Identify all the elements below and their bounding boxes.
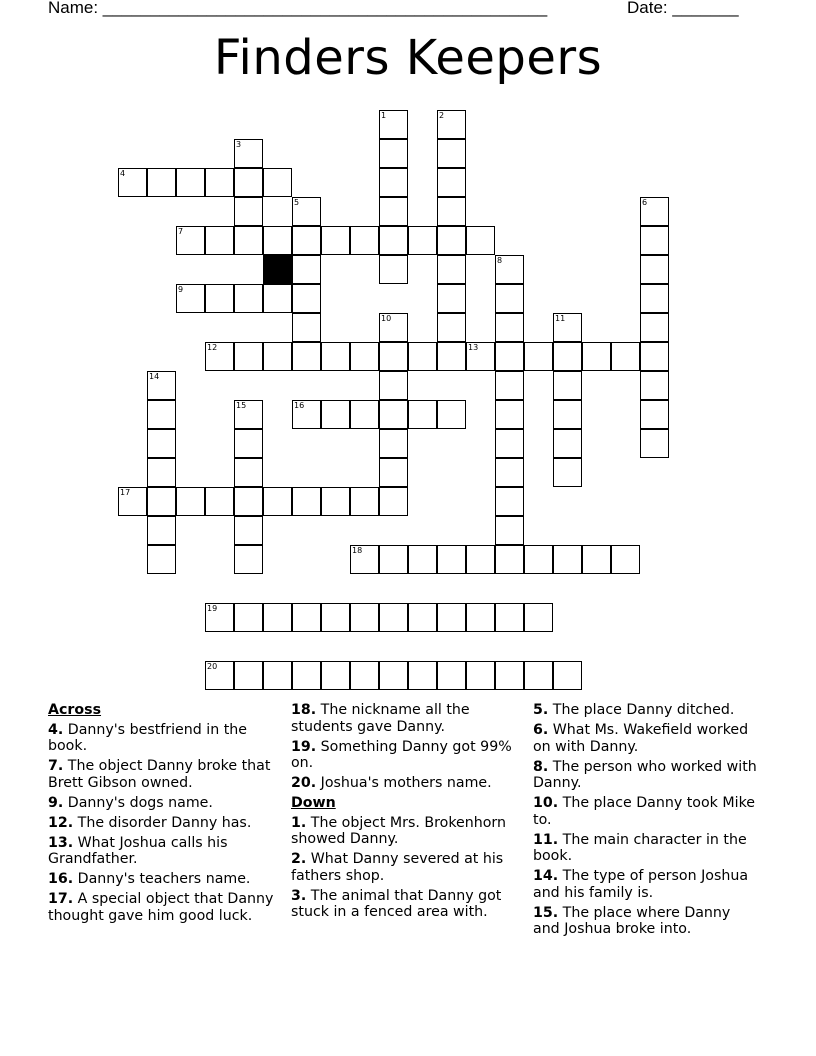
clue-item: 2. What Danny severed at his fathers shop. xyxy=(291,851,504,884)
grid-cell[interactable] xyxy=(495,458,524,487)
grid-cell[interactable] xyxy=(263,487,292,516)
grid-cell[interactable] xyxy=(553,661,582,690)
grid-cell[interactable] xyxy=(466,661,495,690)
grid-cell[interactable] xyxy=(176,487,205,516)
grid-cell[interactable] xyxy=(495,284,524,313)
clue-item: 10. The place Danny took Mike to. xyxy=(533,795,756,828)
across-heading: Across xyxy=(48,702,102,718)
clue-item: 18. The nickname all the students gave Danny. xyxy=(291,702,470,735)
grid-cell[interactable] xyxy=(234,487,263,516)
grid-cell[interactable] xyxy=(437,139,466,168)
grid-cell[interactable] xyxy=(379,371,408,400)
grid-cell[interactable] xyxy=(524,661,553,690)
grid-cell[interactable] xyxy=(495,313,524,342)
grid-cell[interactable] xyxy=(437,342,466,371)
grid-cell[interactable] xyxy=(379,313,408,342)
grid-cell[interactable] xyxy=(553,429,582,458)
grid-cell[interactable] xyxy=(437,197,466,226)
clue-number: 14 xyxy=(149,372,160,381)
grid-cell[interactable] xyxy=(176,168,205,197)
grid-cell[interactable] xyxy=(292,284,321,313)
grid-cell[interactable] xyxy=(408,661,437,690)
grid-cell[interactable] xyxy=(350,400,379,429)
clue-item: 19. Something Danny got 99% on. xyxy=(291,738,512,771)
grid-cell[interactable] xyxy=(640,400,669,429)
grid-cell[interactable] xyxy=(437,545,466,574)
shaded-cell xyxy=(263,255,292,284)
grid-cell[interactable] xyxy=(408,342,437,371)
grid-cell[interactable] xyxy=(495,487,524,516)
grid-cell[interactable] xyxy=(321,400,350,429)
grid-cell[interactable] xyxy=(176,284,205,313)
grid-cell[interactable] xyxy=(640,342,669,371)
clue-item: 9. Danny's dogs name. xyxy=(48,794,213,811)
name-field[interactable]: Name: _______________________________________________ xyxy=(48,0,548,17)
grid-cell[interactable] xyxy=(118,487,147,516)
grid-cell[interactable] xyxy=(234,516,263,545)
grid-cell[interactable] xyxy=(379,400,408,429)
grid-cell[interactable] xyxy=(437,110,466,139)
grid-cell[interactable] xyxy=(437,661,466,690)
grid-cell[interactable] xyxy=(379,487,408,516)
grid-cell[interactable] xyxy=(437,226,466,255)
grid-cell[interactable] xyxy=(640,371,669,400)
grid-cell[interactable] xyxy=(379,110,408,139)
grid-cell[interactable] xyxy=(553,400,582,429)
grid-cell[interactable] xyxy=(466,545,495,574)
grid-cell[interactable] xyxy=(611,342,640,371)
grid-cell[interactable] xyxy=(234,429,263,458)
grid-cell[interactable] xyxy=(350,487,379,516)
grid-cell[interactable] xyxy=(495,429,524,458)
grid-cell[interactable] xyxy=(640,197,669,226)
clue-number: 18 xyxy=(352,546,363,555)
grid-cell[interactable] xyxy=(147,458,176,487)
grid-cell[interactable] xyxy=(379,255,408,284)
clue-item: 17. A special object that Danny thought gave him good luck. xyxy=(48,891,274,924)
clue-number: 12 xyxy=(207,343,218,352)
grid-cell[interactable] xyxy=(495,400,524,429)
grid-cell[interactable] xyxy=(466,226,495,255)
clue-number: 2 xyxy=(439,111,445,120)
clue-number: 7 xyxy=(178,227,184,236)
grid-cell[interactable] xyxy=(437,400,466,429)
grid-cell[interactable] xyxy=(263,603,292,632)
grid-cell[interactable] xyxy=(408,400,437,429)
grid-cell[interactable] xyxy=(524,545,553,574)
grid-cell[interactable] xyxy=(553,371,582,400)
clue-number: 15 xyxy=(236,401,247,410)
grid-cell[interactable] xyxy=(379,197,408,226)
grid-cell[interactable] xyxy=(582,545,611,574)
grid-cell[interactable] xyxy=(147,487,176,516)
grid-cell[interactable] xyxy=(234,197,263,226)
grid-cell[interactable] xyxy=(292,342,321,371)
grid-cell[interactable] xyxy=(292,226,321,255)
grid-cell[interactable] xyxy=(495,603,524,632)
grid-cell[interactable] xyxy=(234,400,263,429)
grid-cell[interactable] xyxy=(234,284,263,313)
grid-cell[interactable] xyxy=(205,342,234,371)
clue-item: 5. The place Danny ditched. xyxy=(533,702,735,718)
grid-cell[interactable] xyxy=(640,255,669,284)
clue-column-1 xyxy=(48,702,274,928)
grid-cell[interactable] xyxy=(234,168,263,197)
clue-number: 17 xyxy=(120,488,131,497)
grid-cell[interactable] xyxy=(205,603,234,632)
grid-cell[interactable] xyxy=(321,603,350,632)
clue-number: 16 xyxy=(294,401,305,410)
grid-cell[interactable] xyxy=(640,313,669,342)
grid-cell[interactable] xyxy=(379,545,408,574)
grid-cell[interactable] xyxy=(466,342,495,371)
clue-number: 9 xyxy=(178,285,184,294)
grid-cell[interactable] xyxy=(437,168,466,197)
grid-cell[interactable] xyxy=(495,371,524,400)
grid-cell[interactable] xyxy=(263,342,292,371)
grid-cell[interactable] xyxy=(205,168,234,197)
clue-number: 5 xyxy=(294,198,300,207)
grid-cell[interactable] xyxy=(495,342,524,371)
grid-cell[interactable] xyxy=(640,226,669,255)
grid-cell[interactable] xyxy=(640,429,669,458)
grid-cell[interactable] xyxy=(437,603,466,632)
clue-item: 16. Danny's teachers name. xyxy=(48,871,251,887)
date-field[interactable]: Date: _______ xyxy=(627,0,739,17)
down-heading: Down xyxy=(291,795,336,811)
grid-cell[interactable] xyxy=(495,545,524,574)
clue-item: 1. The object Mrs. Brokenhorn showed Danny. xyxy=(291,814,507,847)
clue-number: 10 xyxy=(381,314,392,323)
grid-cell[interactable] xyxy=(292,313,321,342)
grid-cell[interactable] xyxy=(147,516,176,545)
grid-cell[interactable] xyxy=(350,226,379,255)
grid-cell[interactable] xyxy=(553,545,582,574)
grid-cell[interactable] xyxy=(147,429,176,458)
grid-cell[interactable] xyxy=(234,603,263,632)
grid-cell[interactable] xyxy=(582,342,611,371)
grid-cell[interactable] xyxy=(553,342,582,371)
grid-cell[interactable] xyxy=(234,661,263,690)
grid-cell[interactable] xyxy=(292,255,321,284)
grid-cell[interactable] xyxy=(263,168,292,197)
grid-cell[interactable] xyxy=(205,284,234,313)
grid-cell[interactable] xyxy=(437,255,466,284)
grid-cell[interactable] xyxy=(437,284,466,313)
grid-cell[interactable] xyxy=(176,226,205,255)
grid-cell[interactable] xyxy=(379,603,408,632)
grid-cell[interactable] xyxy=(292,487,321,516)
grid-cell[interactable] xyxy=(379,661,408,690)
grid-cell[interactable] xyxy=(379,458,408,487)
grid-cell[interactable] xyxy=(205,487,234,516)
grid-cell[interactable] xyxy=(437,313,466,342)
grid-cell[interactable] xyxy=(350,342,379,371)
clue-item: 20. Joshua's mothers name. xyxy=(291,775,492,791)
clue-item: 4. Danny's bestfriend in the book. xyxy=(48,721,248,754)
grid-cell[interactable] xyxy=(408,226,437,255)
grid-cell[interactable] xyxy=(292,661,321,690)
grid-cell[interactable] xyxy=(118,168,147,197)
clue-column-3 xyxy=(533,702,759,941)
clue-item: 7. The object Danny broke that Brett Gibson owned. xyxy=(48,758,271,791)
grid-cell[interactable] xyxy=(147,371,176,400)
grid-cell[interactable] xyxy=(379,139,408,168)
clue-item: 3. The animal that Danny got stuck in a fenced area with. xyxy=(291,887,502,920)
grid-cell[interactable] xyxy=(350,661,379,690)
clue-number: 8 xyxy=(497,256,503,265)
clue-item: 13. What Joshua calls his Grandfather. xyxy=(48,834,228,867)
grid-cell[interactable] xyxy=(321,342,350,371)
clue-number: 20 xyxy=(207,662,218,671)
grid-cell[interactable] xyxy=(147,168,176,197)
grid-cell[interactable] xyxy=(234,342,263,371)
grid-cell[interactable] xyxy=(263,661,292,690)
grid-cell[interactable] xyxy=(147,400,176,429)
grid-cell[interactable] xyxy=(263,226,292,255)
grid-cell[interactable] xyxy=(350,603,379,632)
grid-cell[interactable] xyxy=(495,255,524,284)
clue-number: 6 xyxy=(642,198,648,207)
clue-number: 4 xyxy=(120,169,126,178)
clue-item: 8. The person who worked with Danny. xyxy=(533,758,757,791)
grid-cell[interactable] xyxy=(234,458,263,487)
grid-cell[interactable] xyxy=(321,661,350,690)
grid-cell[interactable] xyxy=(466,603,495,632)
clue-item: 14. The type of person Joshua and his family is. xyxy=(533,868,749,901)
grid-cell[interactable] xyxy=(495,516,524,545)
clue-item: 12. The disorder Danny has. xyxy=(48,814,252,831)
grid-cell[interactable] xyxy=(611,545,640,574)
grid-cell[interactable] xyxy=(234,545,263,574)
clue-item: 6. What Ms. Wakefield worked on with Danny. xyxy=(533,722,749,755)
grid-cell[interactable] xyxy=(350,545,379,574)
grid-cell[interactable] xyxy=(292,603,321,632)
clue-number: 19 xyxy=(207,604,218,613)
clue-number: 11 xyxy=(555,314,566,323)
clue-number: 3 xyxy=(236,140,242,149)
clue-number: 13 xyxy=(468,343,479,352)
grid-cell[interactable] xyxy=(379,168,408,197)
grid-cell[interactable] xyxy=(205,226,234,255)
grid-cell[interactable] xyxy=(640,284,669,313)
grid-cell[interactable] xyxy=(234,139,263,168)
grid-cell[interactable] xyxy=(553,458,582,487)
grid-cell[interactable] xyxy=(205,661,234,690)
grid-cell[interactable] xyxy=(292,400,321,429)
page-title: Finders Keepers xyxy=(213,30,603,86)
grid-cell[interactable] xyxy=(408,545,437,574)
grid-cell[interactable] xyxy=(408,603,437,632)
grid-cell[interactable] xyxy=(147,545,176,574)
clue-item: 11. The main character in the book. xyxy=(533,831,747,864)
grid-cell[interactable] xyxy=(234,226,263,255)
grid-cell[interactable] xyxy=(321,226,350,255)
clue-column-2 xyxy=(291,702,517,924)
grid-cell[interactable] xyxy=(321,487,350,516)
clue-item: 15. The place where Danny and Joshua broke into. xyxy=(533,904,731,937)
clue-number: 1 xyxy=(381,111,387,120)
grid-cell[interactable] xyxy=(495,661,524,690)
grid-cell[interactable] xyxy=(263,284,292,313)
grid-cell[interactable] xyxy=(379,342,408,371)
grid-cell[interactable] xyxy=(524,603,553,632)
grid-cell[interactable] xyxy=(379,429,408,458)
grid-cell[interactable] xyxy=(292,197,321,226)
grid-cell[interactable] xyxy=(379,226,408,255)
grid-cell[interactable] xyxy=(553,313,582,342)
grid-cell[interactable] xyxy=(524,342,553,371)
